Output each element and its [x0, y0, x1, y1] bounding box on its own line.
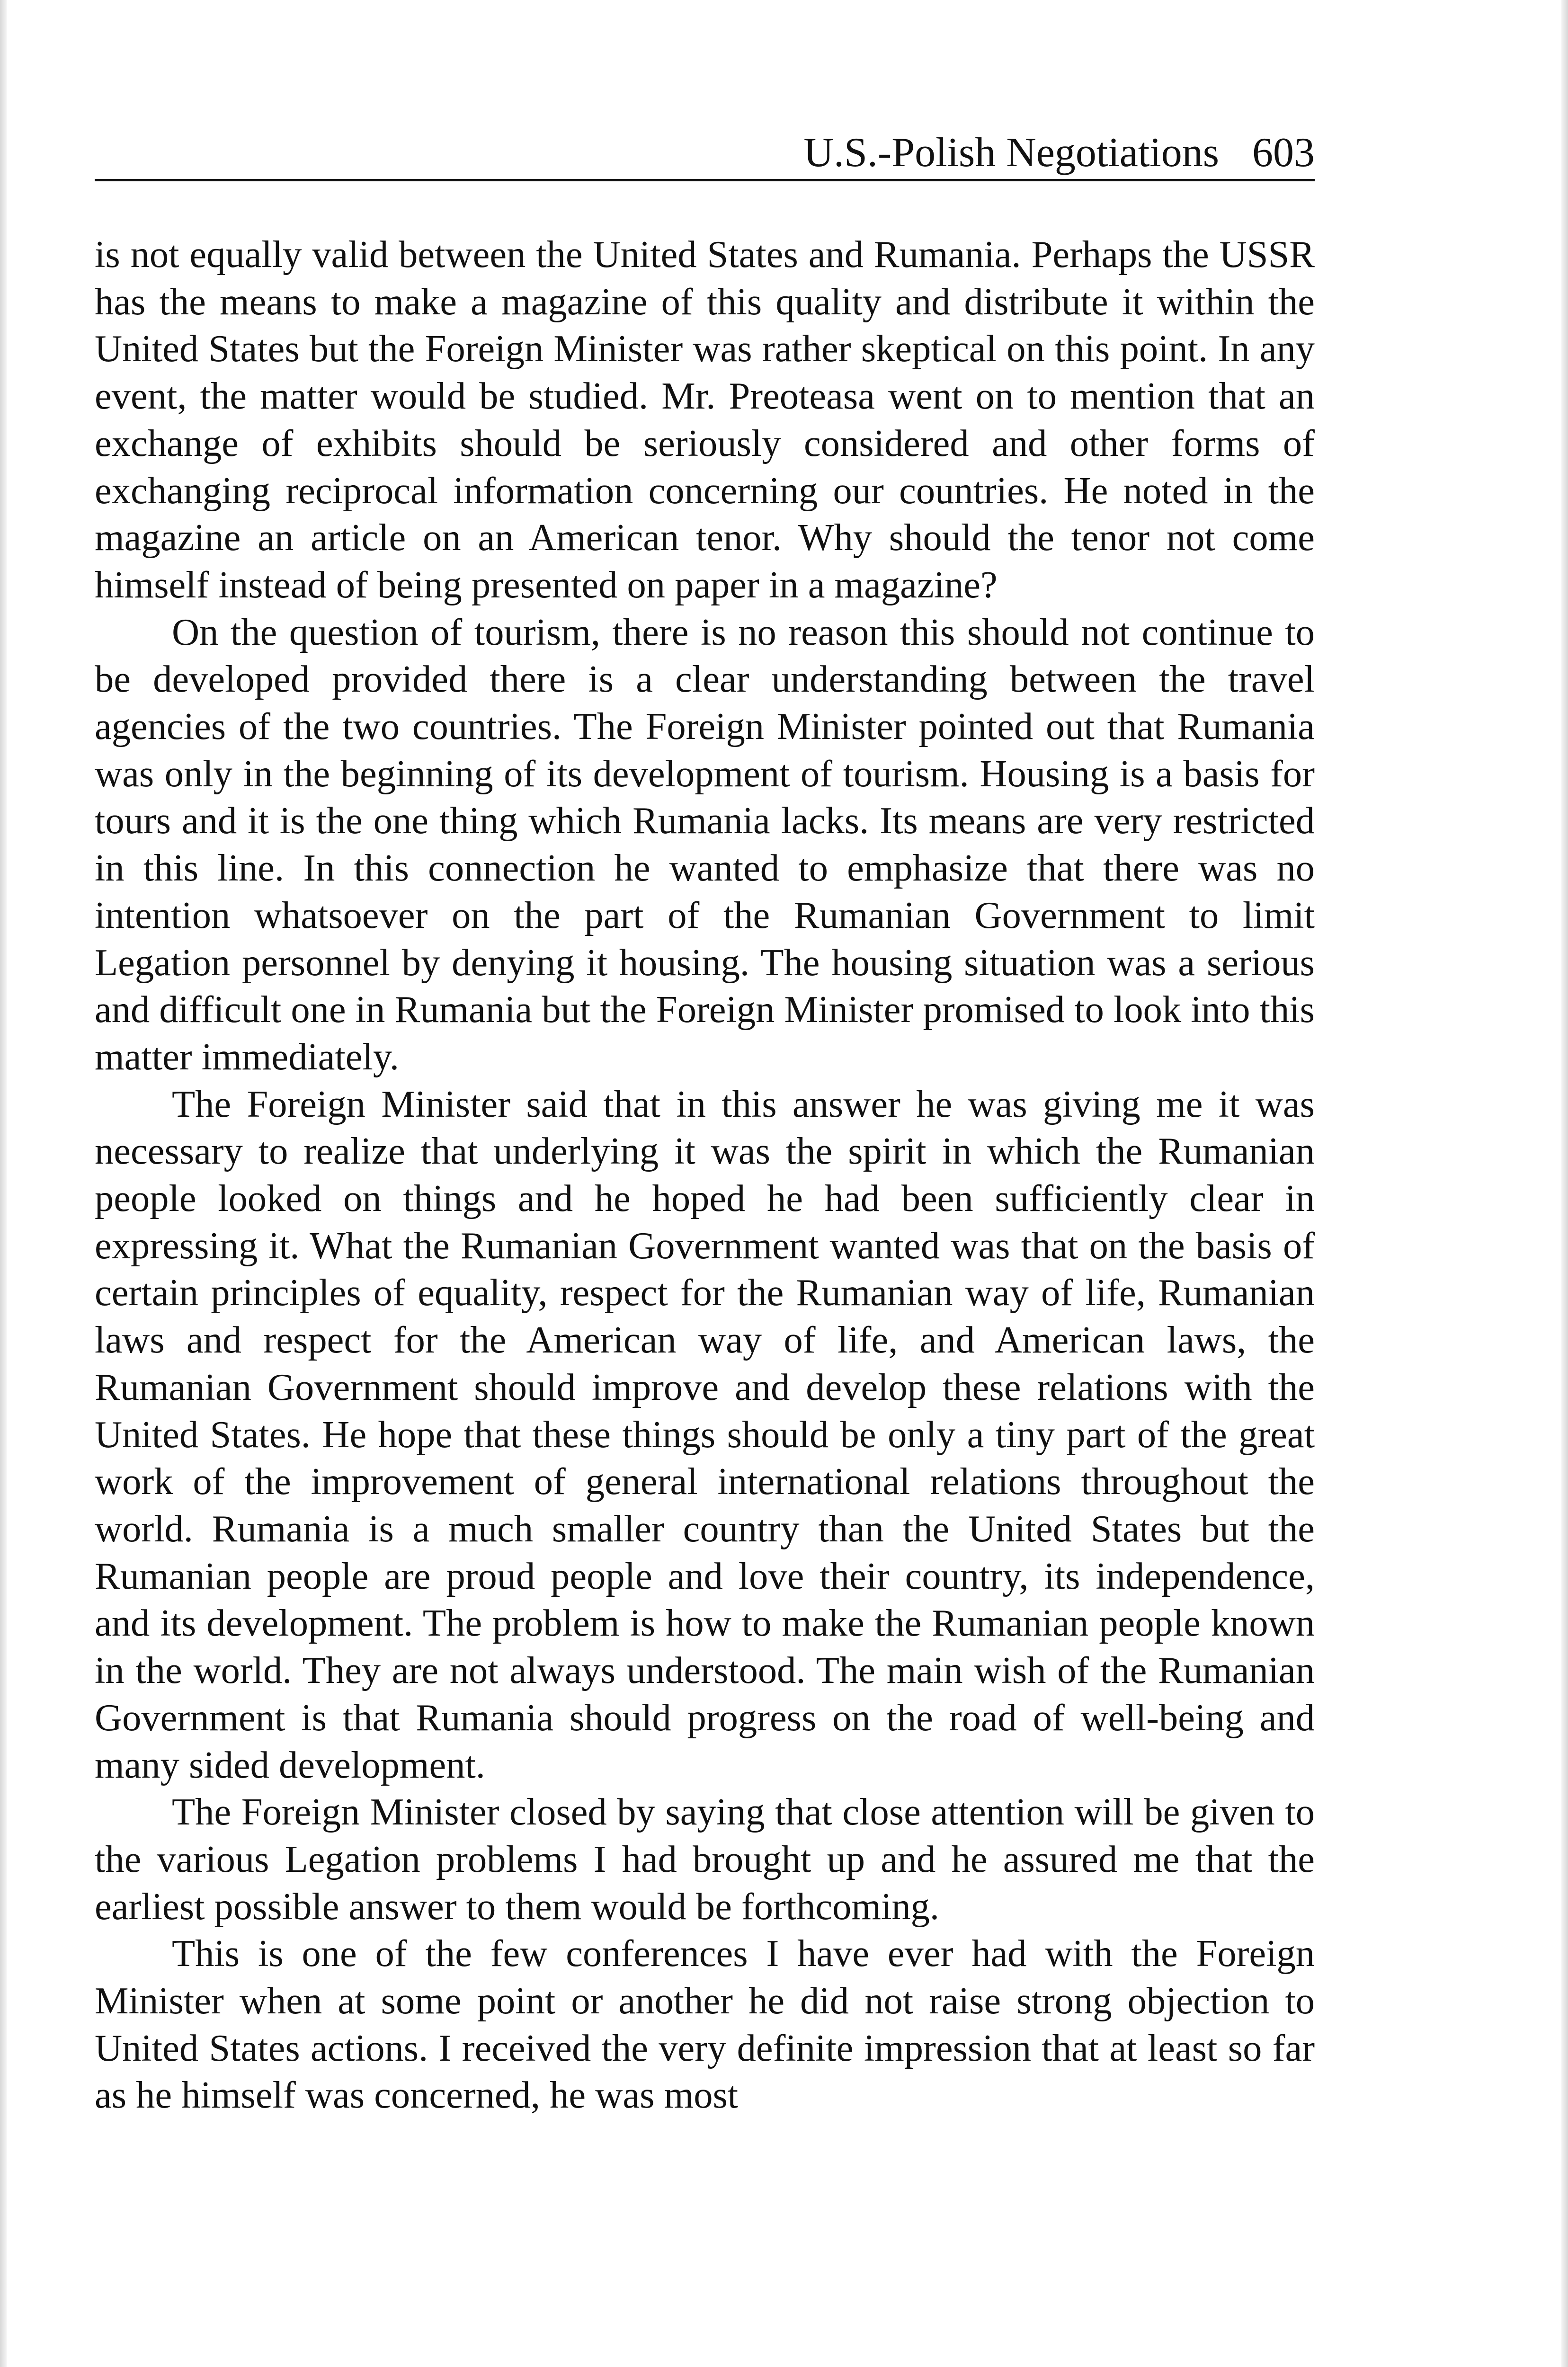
paragraph-3: The Foreign Minister said that in this answer he was giving me it was necessary to realize that underlying it was the spirit in which the Rumanian people looked on things and he hoped he had been sufficiently clear in expressing it. What the Rumanian Government wanted was that on the basis of certain principles of equality, respect for the Rumanian way of life, Rumanian laws and respect for the American way of life, and American laws, the Rumanian Government should improve and develop these relations with the United States. He hope that these things should be only a tiny part of the great work of the improvement of general international relations throughout the world. Rumania is a much smaller country than the United States but the Rumanian people are proud people and love their country, its independence, and its development. The problem is how to make the Rumanian people known in the world. They are not always understood. The main wish of the Rumanian Government is that Rumania should progress on the road of well-being and many sided development. — [95, 1083, 1315, 1786]
body-text — [95, 231, 1315, 2119]
paragraph-5: This is one of the few conferences I have ever had with the Foreign Minister when at some point or another he did not raise strong objection to United States actions. I received the very definite impression that at least so far as he himself was concerned, he was most — [95, 1932, 1315, 2117]
paragraph-2: On the question of tourism, there is no reason this should not continue to be developed provided there is a clear understanding between the travel agencies of the two countries. The Foreign Minister pointed out that Rumania was only in the beginning of its development of tourism. Housing is a basis for tours and it is the one thing which Rumania lacks. Its means are very restricted in this line. In this connection he wanted to emphasize that there was no intention whatsoever on the part of the Rumanian Government to limit Legation personnel by denying it housing. The housing situation was a serious and difficult one in Rumania but the Foreign Minister promised to look into this matter immediately. — [95, 611, 1315, 1078]
running-head-title: U.S.-Polish Negotiations — [803, 130, 1219, 176]
paragraph-4: The Foreign Minister closed by saying that close attention will be given to the various Legation problems I had brought up and he assured me that the earliest possible answer to them would be forthcoming. — [95, 1791, 1315, 1928]
running-head — [95, 127, 1315, 181]
paragraph-1: is not equally valid between the United States and Rumania. Perhaps the USSR has the means to make a magazine of this quality and distribute it within the United States but the Foreign Minister was rather skeptical on this point. In any event, the matter would be studied. Mr. Preoteasa went on to mention that an exchange of exhibits should be seriously considered and other forms of exchanging reciprocal information concerning our countries. He noted in the magazine an article on an American tenor. Why should the tenor not come himself instead of being presented on paper in a magazine? — [95, 233, 1315, 606]
right-page-edge — [1561, 0, 1568, 2367]
page-number: 603 — [1252, 130, 1315, 176]
left-page-edge — [0, 0, 7, 2367]
